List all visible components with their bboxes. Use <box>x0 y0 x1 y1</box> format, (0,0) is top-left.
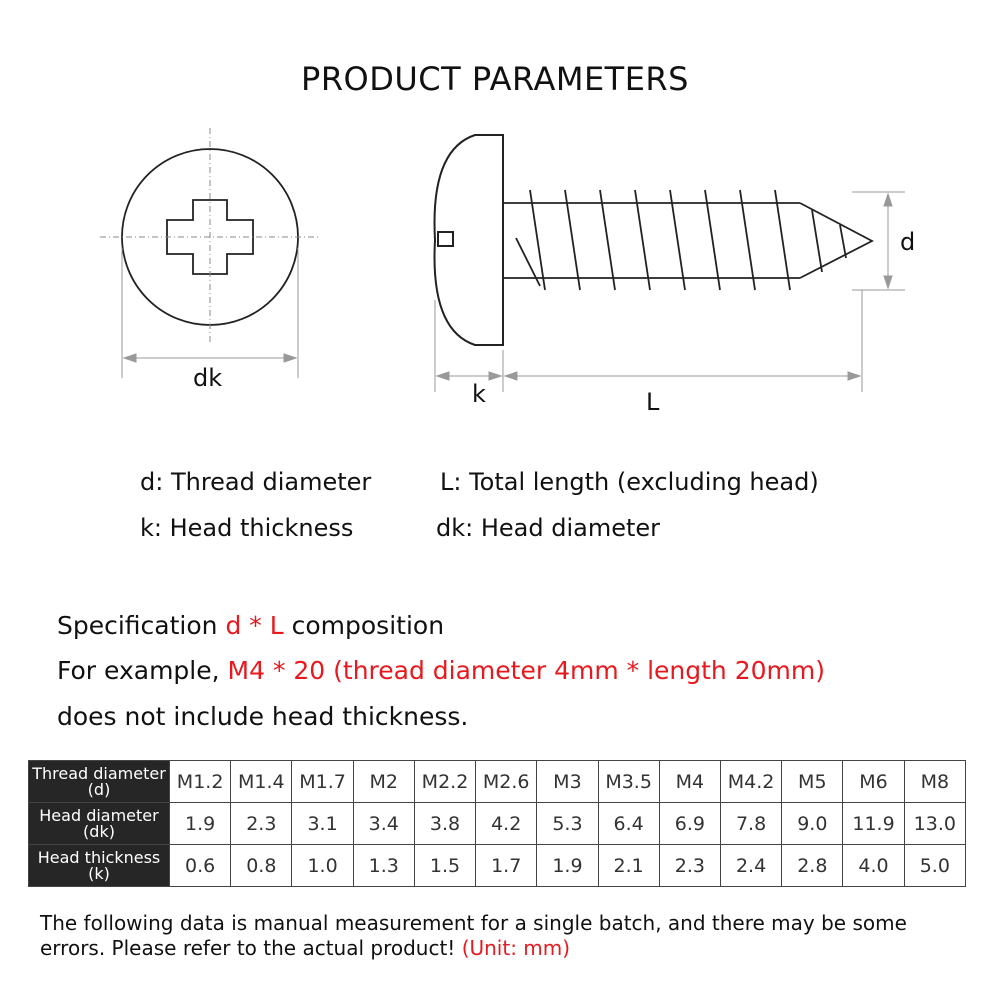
table-cell: M2.2 <box>414 761 475 803</box>
spec-table <box>28 760 966 887</box>
row-header-sublabel: (dk) <box>83 821 115 841</box>
table-cell: 5.0 <box>904 845 965 887</box>
row-header-label: Head diameter <box>39 805 159 825</box>
table-cell: 2.4 <box>720 845 781 887</box>
table-cell: M2 <box>353 761 414 803</box>
table-cell: M1.7 <box>292 761 353 803</box>
table-cell: 6.9 <box>659 803 720 845</box>
table-cell: M2.6 <box>476 761 537 803</box>
label-dk: dk <box>193 364 223 392</box>
table-cell: M3 <box>537 761 598 803</box>
legend-k: k: Head thickness <box>140 514 354 542</box>
table-cell: 1.9 <box>537 845 598 887</box>
table-cell: M6 <box>843 761 904 803</box>
table-cell: 7.8 <box>720 803 781 845</box>
spec-table-body <box>29 761 966 887</box>
table-cell: M1.4 <box>231 761 292 803</box>
d-dimension <box>852 192 905 290</box>
table-row <box>29 761 966 803</box>
table-cell: M8 <box>904 761 965 803</box>
table-cell: 2.8 <box>782 845 843 887</box>
table-cell: 3.4 <box>353 803 414 845</box>
legend-d: d: Thread diameter <box>140 468 372 496</box>
table-cell: 1.5 <box>414 845 475 887</box>
spec-line-1-suffix: composition <box>283 611 445 640</box>
table-cell: M4 <box>659 761 720 803</box>
row-header <box>29 761 170 803</box>
table-cell: 2.3 <box>659 845 720 887</box>
footnote-text: The following data is manual measurement for a single batch, and there may be some errors. Please refer to the actual product! <box>40 911 907 960</box>
footnote <box>40 911 970 961</box>
table-cell: 3.8 <box>414 803 475 845</box>
row-header-sublabel: (d) <box>87 779 111 799</box>
table-cell: 0.6 <box>170 845 231 887</box>
table-cell: 4.0 <box>843 845 904 887</box>
table-cell: 1.3 <box>353 845 414 887</box>
legend-dk: dk: Head diameter <box>436 514 661 542</box>
row-header-sublabel: (k) <box>88 863 110 883</box>
spec-line-1-prefix: Specification <box>57 611 226 640</box>
row-header-label: Thread diameter <box>32 763 166 783</box>
table-cell: M4.2 <box>720 761 781 803</box>
table-cell: M3.5 <box>598 761 659 803</box>
table-cell: 0.8 <box>231 845 292 887</box>
row-header <box>29 803 170 845</box>
spec-line-2-prefix: For example, <box>57 656 228 685</box>
spec-line-1-formula: d * L <box>225 611 284 640</box>
table-cell: 1.0 <box>292 845 353 887</box>
table-row <box>29 803 966 845</box>
table-cell: 6.4 <box>598 803 659 845</box>
label-L: L <box>646 388 660 416</box>
footnote-unit: (Unit: mm) <box>461 936 571 960</box>
screw-head-side <box>435 135 504 345</box>
table-cell: 5.3 <box>537 803 598 845</box>
table-cell: 4.2 <box>476 803 537 845</box>
table-cell: M5 <box>782 761 843 803</box>
table-cell: 11.9 <box>843 803 904 845</box>
head-centerlines <box>100 128 320 345</box>
spec-line-2 <box>57 656 825 685</box>
table-cell: 9.0 <box>782 803 843 845</box>
row-header <box>29 845 170 887</box>
label-d: d <box>900 228 916 256</box>
label-k: k <box>472 380 486 408</box>
legend-L: L: Total length (excluding head) <box>440 468 819 496</box>
table-cell: 3.1 <box>292 803 353 845</box>
page-title: PRODUCT PARAMETERS <box>301 60 689 98</box>
table-cell: 1.9 <box>170 803 231 845</box>
table-cell: 2.3 <box>231 803 292 845</box>
k-L-dimension <box>435 290 862 392</box>
screw-shank <box>503 190 872 290</box>
table-cell: M1.2 <box>170 761 231 803</box>
spec-line-2-example: M4 * 20 (thread diameter 4mm * length 20mm) <box>227 656 825 685</box>
spec-line-1 <box>57 611 444 640</box>
spec-line-3: does not include head thickness. <box>57 702 469 731</box>
screw-diagram <box>0 110 1000 430</box>
table-row <box>29 845 966 887</box>
row-header-label: Head thickness <box>37 847 161 867</box>
table-cell: 1.7 <box>476 845 537 887</box>
table-cell: 13.0 <box>904 803 965 845</box>
table-cell: 2.1 <box>598 845 659 887</box>
